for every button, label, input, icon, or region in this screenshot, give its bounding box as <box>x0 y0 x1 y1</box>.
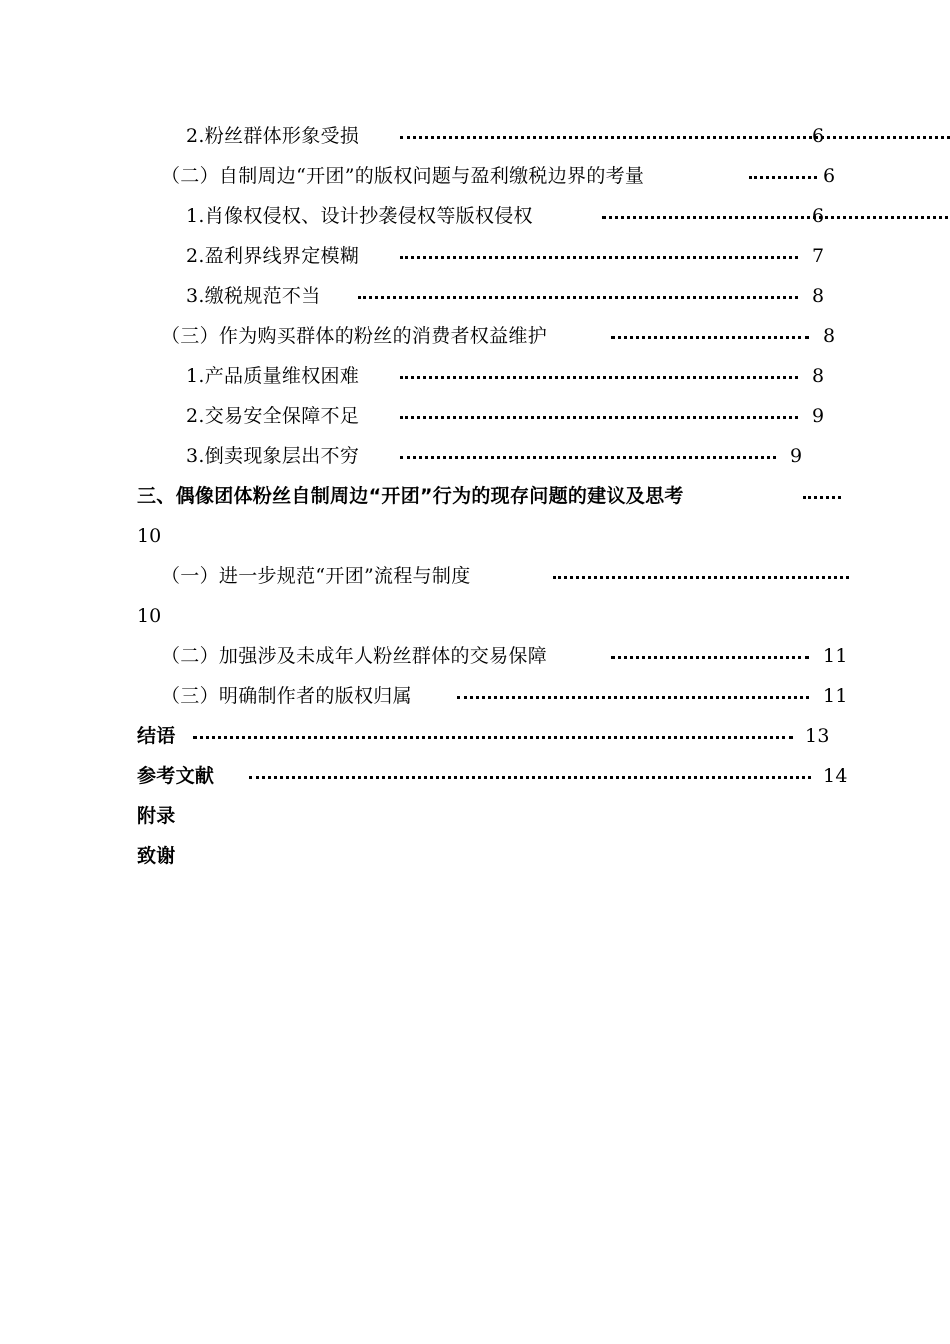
toc-entry-page: 8 <box>812 365 825 387</box>
toc-entry-title: 3.倒卖现象层出不穷 <box>186 445 360 467</box>
toc-entry-title: （三）作为购买群体的粉丝的消费者权益维护 <box>161 325 548 347</box>
toc-entry-page: 8 <box>812 285 825 307</box>
toc-entry <box>186 196 846 236</box>
toc-entry-page: 11 <box>823 685 848 707</box>
toc-entry <box>161 676 861 716</box>
toc-entry <box>186 356 846 396</box>
toc-entry-title: 参考文献 <box>137 765 215 787</box>
dot-leader <box>611 656 809 659</box>
toc-entry-title: 3.缴税规范不当 <box>186 285 321 307</box>
toc-entry-page: 10 <box>137 605 162 627</box>
dot-leader <box>358 296 798 299</box>
toc-entry <box>186 436 826 476</box>
toc-entry-chapter <box>137 796 337 836</box>
dot-leader <box>400 136 950 139</box>
toc-entry-page: 9 <box>790 445 803 467</box>
toc-entry-page: 8 <box>823 325 836 347</box>
dot-leader <box>602 216 950 219</box>
toc-entry-title: 致谢 <box>137 845 176 867</box>
toc-entry-page: 10 <box>137 525 162 547</box>
dot-leader <box>400 416 798 419</box>
dot-leader <box>749 176 817 179</box>
toc-entry-page: 7 <box>812 245 825 267</box>
dot-leader <box>803 496 841 499</box>
toc-entry-title: 附录 <box>137 805 176 827</box>
toc-entry-page: 9 <box>812 405 825 427</box>
dot-leader <box>400 376 798 379</box>
toc-entry-title: 三、偶像团体粉丝自制周边“开团”行为的现存问题的建议及思考 <box>137 485 684 507</box>
toc-entry <box>186 276 846 316</box>
dot-leader <box>400 456 776 459</box>
dot-leader <box>611 336 809 339</box>
toc-entry-title: 1.产品质量维权困难 <box>186 365 360 387</box>
toc-entry-chapter <box>137 476 849 516</box>
toc-entry <box>186 116 846 156</box>
toc-entry-title: （一）进一步规范“开团”流程与制度 <box>161 565 471 587</box>
toc-entry-page: 13 <box>805 725 830 747</box>
toc-entry <box>161 556 851 596</box>
toc-entry-title: 结语 <box>137 725 176 747</box>
toc-entry-page: 6 <box>812 125 825 147</box>
toc-entry <box>186 236 846 276</box>
toc-entry-page: 14 <box>823 765 848 787</box>
toc-entry-title: 1.肖像权侵权、设计抄袭侵权等版权侵权 <box>186 205 533 227</box>
toc-entry-page: 6 <box>823 165 836 187</box>
dot-leader <box>193 736 793 739</box>
dot-leader <box>553 576 849 579</box>
toc-entry <box>186 396 846 436</box>
toc-entry <box>161 636 861 676</box>
toc-entry-title: （三）明确制作者的版权归属 <box>161 685 412 707</box>
toc-entry-page: 6 <box>812 205 825 227</box>
toc-entry-chapter <box>137 716 837 756</box>
toc-entry <box>161 156 861 196</box>
toc-entry-title: （二）加强涉及未成年人粉丝群体的交易保障 <box>161 645 548 667</box>
dot-leader <box>249 776 811 779</box>
toc-entry-title: 2.粉丝群体形象受损 <box>186 125 360 147</box>
dot-leader <box>457 696 809 699</box>
toc-entry-title: （二）自制周边“开团”的版权问题与盈利缴税边界的考量 <box>161 165 645 187</box>
toc-entry-title: 2.盈利界线界定模糊 <box>186 245 360 267</box>
toc-entry-chapter <box>137 836 337 876</box>
toc-entry-chapter <box>137 756 849 796</box>
toc-entry-page: 11 <box>823 645 848 667</box>
toc-entry <box>161 316 861 356</box>
dot-leader <box>400 256 798 259</box>
toc-entry-title: 2.交易安全保障不足 <box>186 405 360 427</box>
